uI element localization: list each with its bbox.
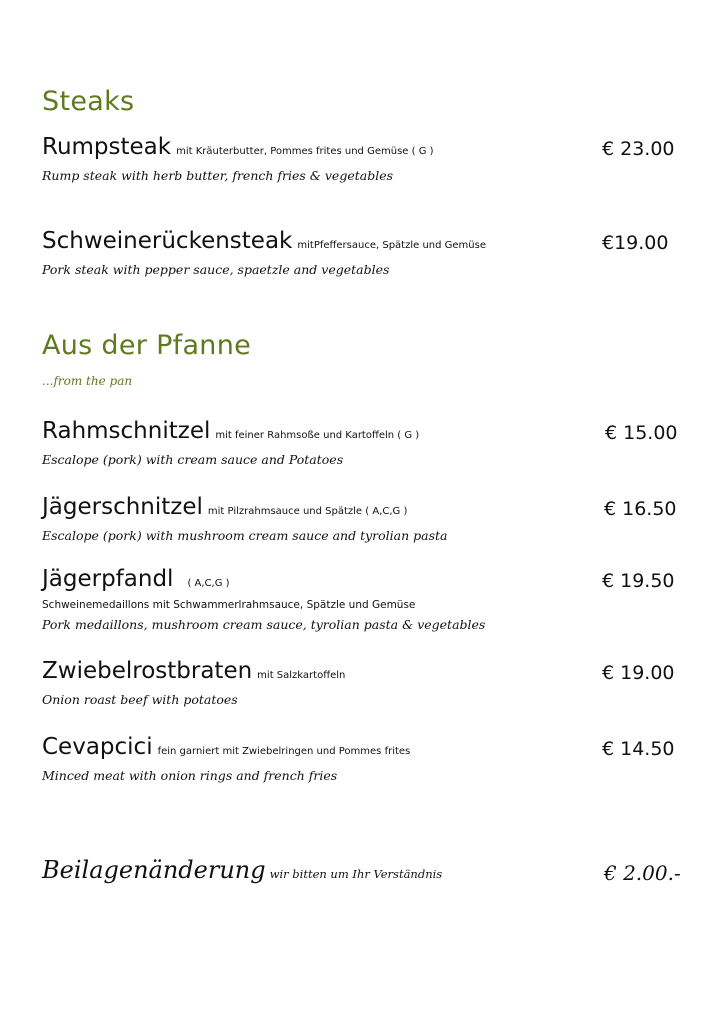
section-title-steaks: Steaks: [42, 86, 135, 117]
menu-item-schweinerueckensteak: [42, 228, 692, 288]
item-price: €19.00: [602, 232, 669, 254]
item-name: Rahmschnitzel: [42, 418, 211, 444]
item-name: Zwiebelrostbraten: [42, 658, 253, 684]
item-name: Jägerpfandl: [42, 566, 174, 592]
item-description: mitPfeffersauce, Spätzle und Gemüse: [297, 240, 487, 251]
item-description: mit Salzkartoffeln: [257, 670, 346, 681]
menu-item-jaegerschnitzel: [42, 494, 692, 554]
item-english: Pork steak with pepper sauce, spaetzle and vegetables: [42, 262, 390, 277]
item-price: € 19.50: [602, 570, 675, 592]
menu-item-rahmschnitzel: [42, 418, 692, 478]
item-price: € 15.00: [605, 422, 678, 444]
item-german-description: Schweinemedaillons mit Schwammerlrahmsauce, Spätzle und Gemüse: [42, 599, 416, 611]
menu-item-jaegerpfandl: [42, 566, 692, 642]
item-description: wir bitten um Ihr Verständnis: [269, 867, 443, 881]
section-subtitle-pfanne: ...from the pan: [42, 374, 133, 388]
item-english: Onion roast beef with potatoes: [42, 692, 238, 707]
item-english: Escalope (pork) with mushroom cream sauce and tyrolian pasta: [42, 528, 448, 543]
item-english: Pork medaillons, mushroom cream sauce, tyrolian pasta & vegetables: [42, 617, 486, 632]
section-title-pfanne: Aus der Pfanne: [42, 330, 252, 361]
menu-item-beilagenaenderung: [42, 856, 692, 892]
item-name: Rumpsteak: [42, 134, 172, 160]
item-english: Rump steak with herb butter, french fries & vegetables: [42, 168, 394, 183]
menu-item-rumpsteak: [42, 134, 692, 194]
item-description: mit Kräuterbutter, Pommes frites und Gemüse ( G ): [176, 146, 434, 157]
item-description: mit Pilzrahmsauce und Spätzle ( A,C,G ): [207, 506, 408, 517]
item-price: € 2.00.-: [604, 861, 681, 885]
item-price: € 14.50: [602, 738, 675, 760]
item-name: Cevapcici: [42, 734, 153, 760]
item-description: ( A,C,G ): [187, 578, 230, 589]
item-name: Beilagenänderung: [42, 856, 266, 884]
menu-item-cevapcici: [42, 734, 692, 794]
item-name: Jägerschnitzel: [42, 494, 203, 520]
item-price: € 16.50: [604, 498, 677, 520]
menu-item-zwiebelrostbraten: [42, 658, 692, 718]
item-description: fein garniert mit Zwiebelringen und Pommes frites: [157, 746, 411, 757]
item-name: Schweinerückensteak: [42, 228, 293, 254]
item-price: € 23.00: [602, 138, 675, 160]
item-description: mit feiner Rahmsoße und Kartoffeln ( G ): [215, 430, 420, 441]
item-english: Escalope (pork) with cream sauce and Potatoes: [42, 452, 344, 467]
item-english: Minced meat with onion rings and french fries: [42, 768, 338, 783]
item-price: € 19.00: [602, 662, 675, 684]
